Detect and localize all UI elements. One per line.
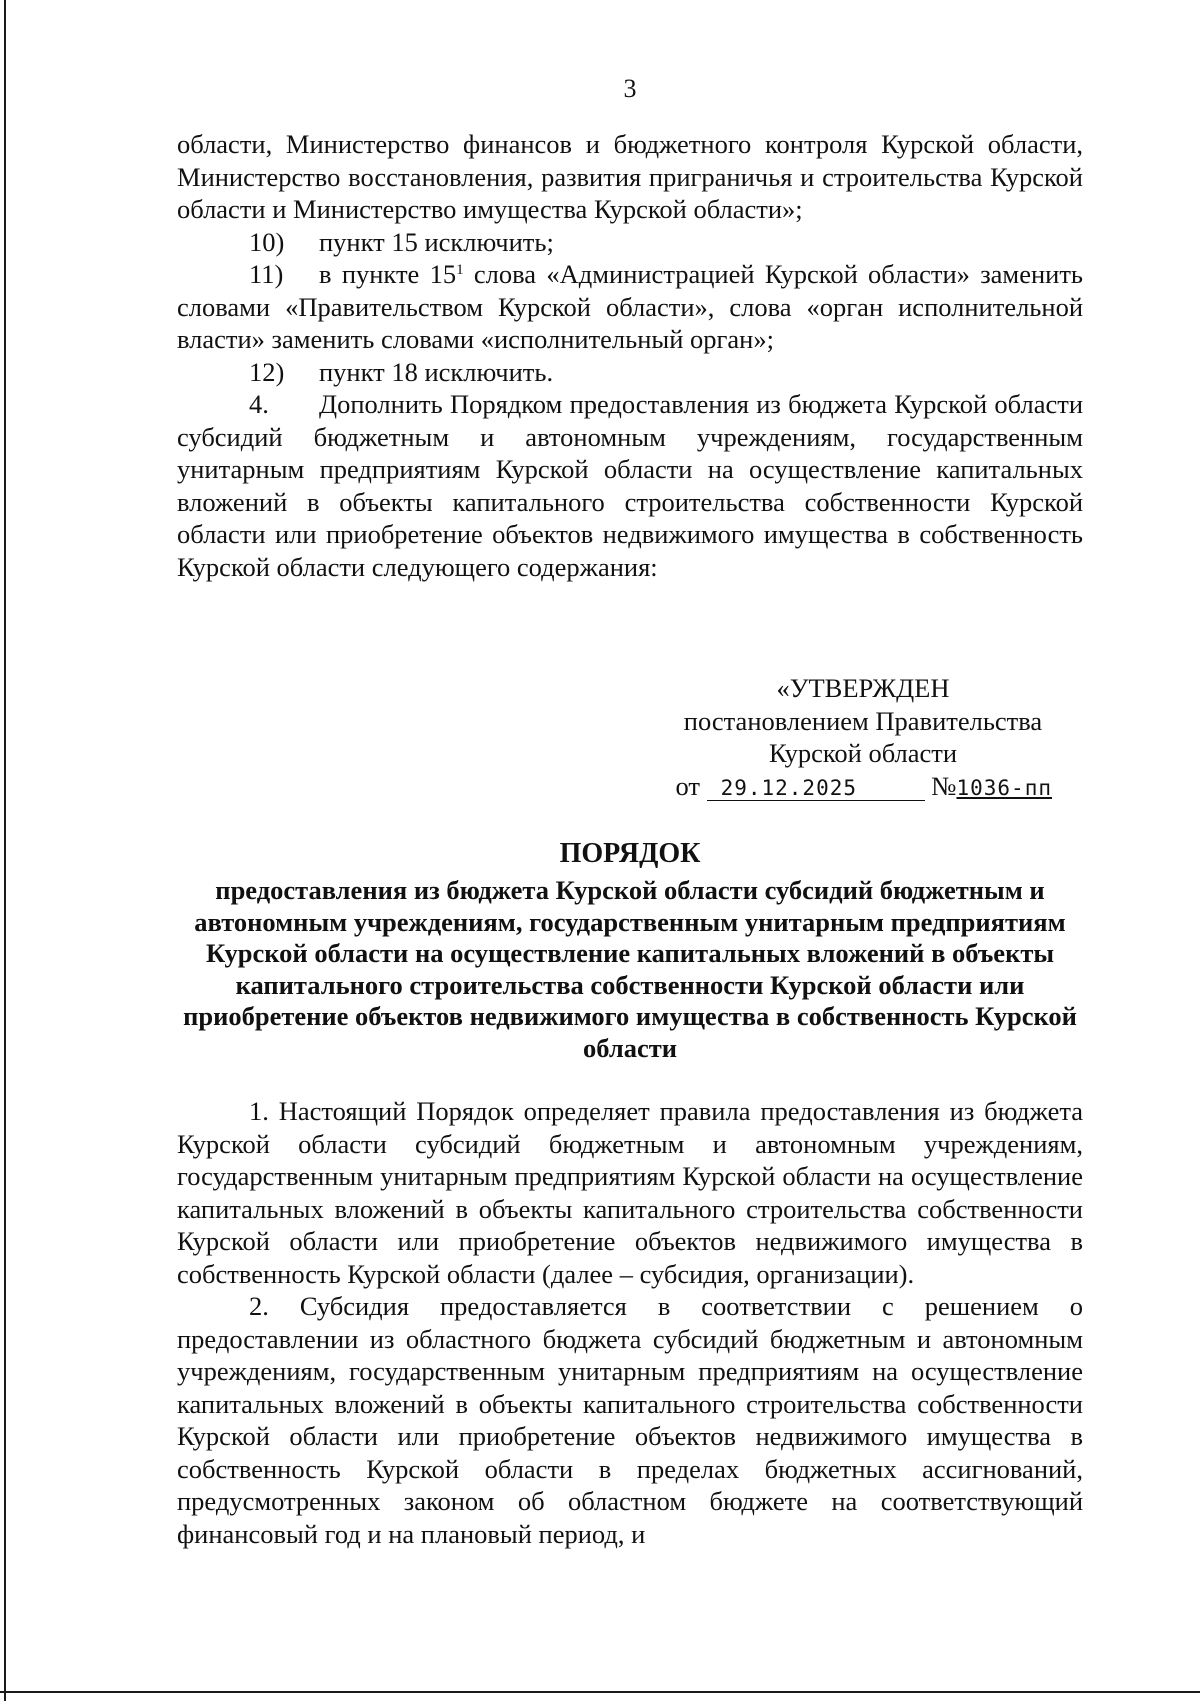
page-number: 3 — [623, 74, 637, 103]
document-title: ПОРЯДОК — [559, 838, 701, 869]
superscript: 1 — [456, 262, 464, 278]
item-text: пункт 15 исключить; — [319, 226, 554, 257]
item-number: 10) — [249, 226, 285, 257]
item-text-part-a: в пункте 15 — [319, 259, 457, 289]
intro-section — [177, 128, 1083, 583]
list-item-10 — [177, 226, 1083, 259]
item-text: пункт 18 исключить. — [319, 356, 554, 387]
item-text: Дополнить Порядком предоставления из бюджета Курской области субсидий бюджетным и автономным учреждениям, государственным унитарным предприятиям Курской области на осуществление капитальных вложений в объекты капитального строительства собственности Курской области или приобретение объектов недвижимого имущества в собственность Курской области следующего содержания: — [177, 389, 1083, 582]
approval-date: 29.12.2025 — [707, 776, 925, 801]
approval-line-3: Курской области — [768, 738, 958, 768]
paragraph-1: 1. Настоящий Порядок определяет правила предоставления из бюджета Курской области субсидий бюджетным и автономным учреждениям, государственным унитарным предприятиям Курской области на осуществление капитальных вложений в объекты капитального строительства собственности Курской области или приобретение объектов недвижимого имущества в собственность Курской области (далее – субсидия, организации). — [177, 1096, 1083, 1289]
order-body — [177, 1095, 1083, 1550]
approval-stamp — [668, 672, 1058, 804]
number-label: № — [931, 770, 957, 801]
document-subtitle: предоставления из бюджета Курской области субсидий бюджетным и автономным учреждениям, государственным унитарным предприятиям Курской области на осуществление капитальных вложений в объекты капитального строительства собственности Курской области или приобретение объектов недвижимого имущества в собственность Курской области — [183, 875, 1077, 1063]
list-item-11 — [177, 258, 1083, 356]
approval-line-1: «УТВЕРЖДЕН — [776, 673, 950, 703]
approval-date-line — [668, 770, 1058, 805]
item-number: 12) — [249, 356, 285, 387]
item-text-part-b: слова «Администрацией Курской области» заменить словами «Правительством Курской области», слова «орган исполнительной власти» заменить словами «исполнительный орган»; — [177, 259, 1083, 354]
item-number: 11) — [249, 259, 284, 289]
list-item-12 — [177, 356, 1083, 389]
list-item-4 — [177, 388, 1083, 583]
approval-line-2: постановлением Правительства — [683, 705, 1043, 736]
approval-number: 1036-пп — [956, 775, 1052, 800]
continuation-paragraph: области, Министерство финансов и бюджетного контроля Курской области, Министерство восстановления, развития приграничья и строительства Курской области и Министерство имущества Курской области»; — [177, 129, 1083, 224]
scan-border-bottom — [0, 1691, 1200, 1693]
item-number: 4. — [249, 389, 269, 419]
date-label: от — [675, 770, 700, 801]
paragraph-2: 2. Субсидия предоставляется в соответствии с решением о предоставлении из областного бюджета субсидий бюджетным и автономным учреждениям, государственным унитарным предприятиям на осуществление капитальных вложений в объекты капитального строительства собственности Курской области или приобретение объектов недвижимого имущества в собственность Курской области в пределах бюджетных ассигнований, предусмотренных законом об областном бюджете на соответствующий финансовый год и на плановый период, и — [177, 1291, 1083, 1549]
